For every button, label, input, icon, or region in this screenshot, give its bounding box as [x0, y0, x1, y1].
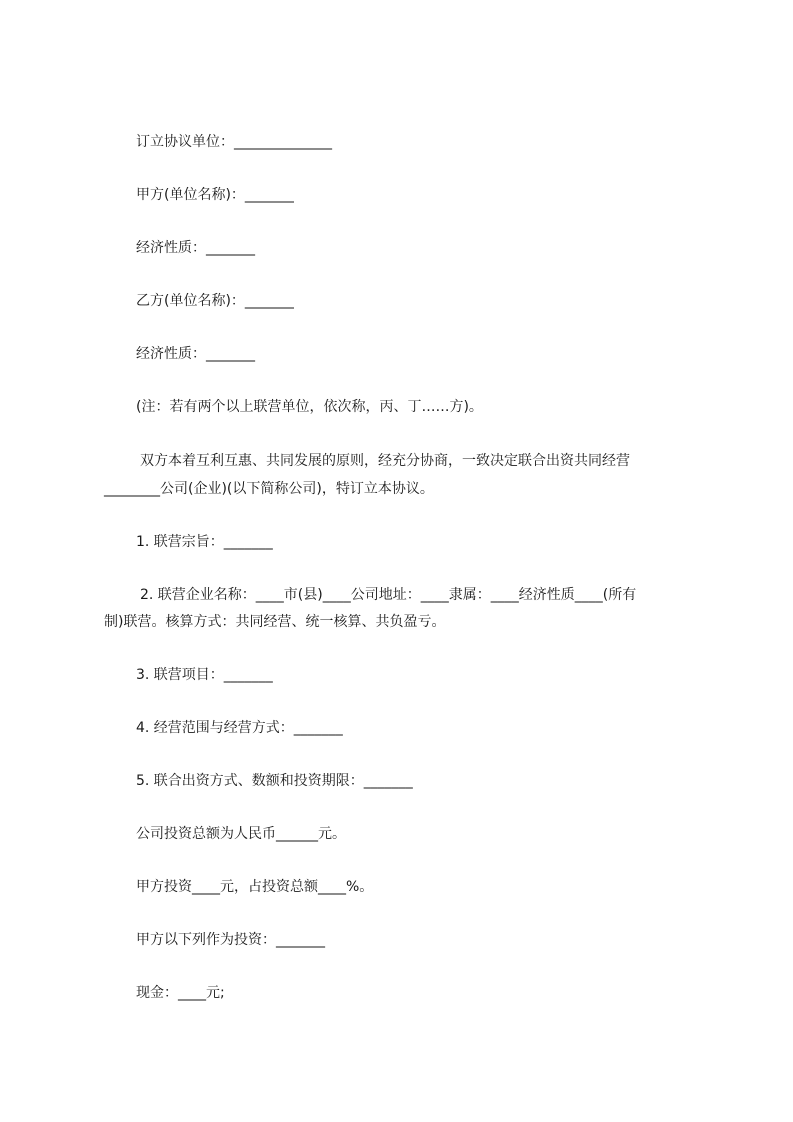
clause-1-purpose: 1. 联营宗旨：_______ — [136, 534, 273, 550]
clause-5-investment: 5. 联合出资方式、数额和投资期限：_______ — [136, 773, 413, 789]
clause-4-scope: 4. 经营范围与经营方式：_______ — [136, 720, 343, 736]
party-a-investment-items-line: 甲方以下列作为投资：_______ — [136, 932, 325, 948]
clause-2-enterprise-name-line-2: 制)联营。核算方式：共同经营、统一核算、共负盈亏。 — [104, 614, 446, 630]
party-b-name-line: 乙方(单位名称)：_______ — [136, 293, 294, 309]
party-a-economic-nature-line: 经济性质：_______ — [136, 240, 255, 256]
party-a-investment-line: 甲方投资____元，占投资总额____%。 — [136, 879, 374, 895]
cash-line: 现金：____元; — [136, 985, 225, 1001]
contracting-parties-line: 订立协议单位：______________ — [136, 134, 332, 150]
preamble-line-1: 双方本着互利互惠、共同发展的原则，经充分协商，一致决定联合出资共同经营 — [140, 453, 630, 469]
note-line: (注：若有两个以上联营单位，依次称，丙、丁……方)。 — [136, 399, 483, 415]
party-a-name-line: 甲方(单位名称)：_______ — [136, 187, 294, 203]
clause-3-project: 3. 联营项目：_______ — [136, 667, 273, 683]
party-b-economic-nature-line: 经济性质：_______ — [136, 346, 255, 362]
preamble-line-2: ________公司(企业)(以下简称公司)，特订立本协议。 — [104, 481, 434, 497]
total-investment-line: 公司投资总额为人民币______元。 — [136, 826, 346, 842]
clause-2-enterprise-name-line-1: 2. 联营企业名称：____市(县)____公司地址：____隶属：____经济性质____(所有 — [140, 587, 637, 603]
